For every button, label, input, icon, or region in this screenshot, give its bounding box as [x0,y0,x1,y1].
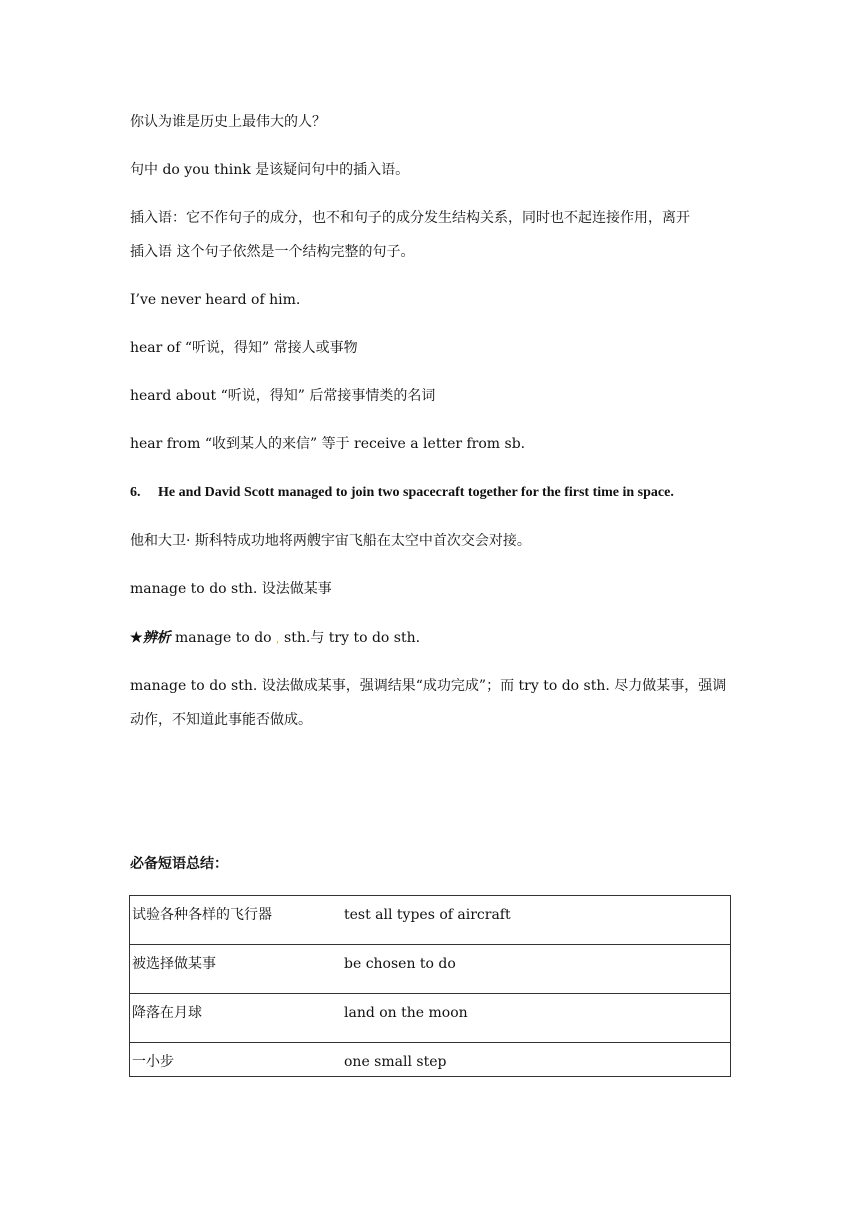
phrase-en-cell: be chosen to do [340,945,731,994]
phrase-cn-cell: 试验各种各样的飞行器 [130,896,341,945]
analysis-text-a: manage to do [175,630,277,646]
point-number: 6. [130,485,141,500]
summary-title: 必备短语总结： [130,857,228,872]
phrase-en-cell: test all types of aircraft [340,896,731,945]
analysis-label: ★辨析 [130,630,171,646]
phrase-cn-cell: 一小步 [130,1043,341,1077]
phrase-table [129,895,731,1077]
usage-heard-about: heard about “听说，得知” 后常接事情类的名词 [130,388,436,404]
point-6-translation: 他和大卫· 斯科特成功地将两艘宇宙飞船在太空中首次交会对接。 [130,533,531,549]
analysis-line [130,628,734,649]
usage-hear-of: hear of “听说，得知” 常接人或事物 [130,340,358,356]
point-sentence: He and David Scott managed to join two spacecraft together for the first time in space. [158,485,674,500]
translation-line: 你认为谁是历史上最伟大的人？ [130,114,326,130]
analysis-text-b: sth.与 try to do sth. [284,630,421,646]
definition-line-2: 插入语 这个句子依然是一个结构完整的句子。 [130,244,415,260]
phrase-cn-cell: 降落在月球 [130,994,341,1043]
parenthetical-note: 句中 do you think 是该疑问句中的插入语。 [130,162,410,178]
table-row [130,1043,731,1077]
star-icon: ★ [130,630,143,646]
table-row [130,945,731,994]
text-cursor-icon: ˌ [276,632,280,645]
table-row [130,994,731,1043]
table-row [130,896,731,945]
phrase-en-cell: land on the moon [340,994,731,1043]
usage-hear-from: hear from “收到某人的来信” 等于 receive a letter from sb. [130,436,526,452]
phrase-cn-cell: 被选择做某事 [130,945,341,994]
point-6-heading [130,483,734,503]
phrase-manage: manage to do sth. 设法做某事 [130,581,332,597]
example-sentence: I’ve never heard of him. [130,292,301,308]
explanation-line-1: manage to do sth. 设法做成某事，强调结果“成功完成”；而 try to do sth. 尽力做某事，强调 [130,678,727,694]
explanation-line-2: 动作，不知道此事能否做成。 [130,712,312,728]
phrase-en-cell: one small step [340,1043,731,1077]
definition-line-1: 插入语：它不作句子的成分，也不和句子的成分发生结构关系，同时也不起连接作用，离开 [130,210,690,226]
